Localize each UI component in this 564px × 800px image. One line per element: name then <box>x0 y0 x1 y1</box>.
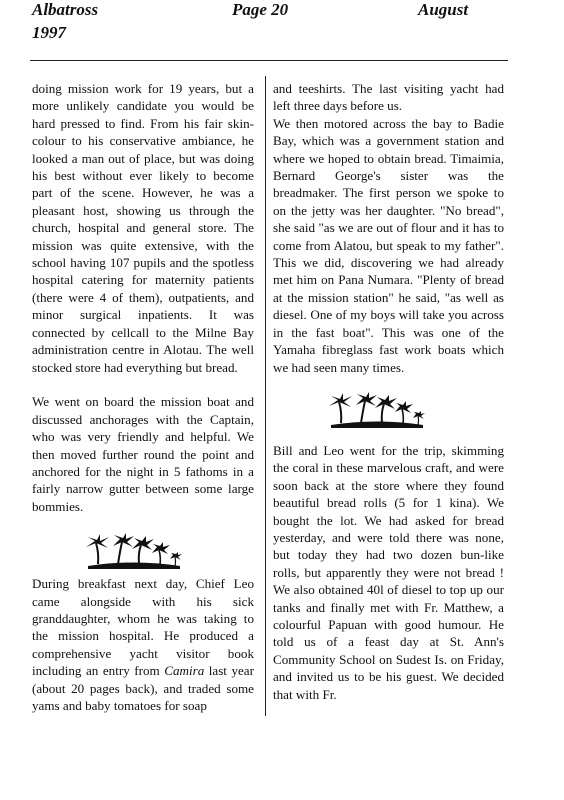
page-number: Page 20 <box>232 0 289 19</box>
left-paragraph-3-start: During breakfast next day, Chief Leo came alongside with his sick granddaughter, whom he was taking to the mission hospital. He produced a comprehensive yacht visitor book including an entry from <box>32 576 254 679</box>
left-paragraph-2: We went on board the mission boat and discussed anchorages with the Captain, who was very friendly and helpful. We then moved further round the point and anchored for the night in 5 fathoms in a fairly narrow gutter between some large bommies. <box>32 394 254 514</box>
left-paragraph-3-end: last year (about 20 pages back), and traded some yams and baby tomatoes for soap <box>32 663 254 713</box>
right-paragraph-2: We then motored across the bay to Badie Bay, which was a government station and where we hoped to obtain bread. Timaimia, Bernard George's sister was the breadmaker. The first person we spoke to on the jetty was her daughter. "No bread", she said "as we are out of flour and it has to come from Alatou, but speak to my father". This we did, discovering we had already met him on Pana Numara. "Plenty of bread at the mission station" he said, "as well as diesel. One of my boys will take you across in the fast boat". This was one of the Yamaha fibreglass fast work boats which we had seen many times. <box>273 115 504 375</box>
newsletter-month: August <box>418 0 469 19</box>
page-header <box>0 0 564 56</box>
newsletter-year: 1997 <box>32 23 66 42</box>
header-rule <box>30 60 508 61</box>
palm-island-icon <box>327 392 427 428</box>
right-column <box>273 80 504 703</box>
yacht-name: Camira <box>164 663 205 679</box>
left-column <box>32 80 254 714</box>
left-paragraph-1: doing mission work for 19 years, but a more unlikely candidate you would be hard pressed to find. From his fair skin-colour to his conservative ambiance, he looked a man out of place, but was doing his best without ever likely to become part of the scene. However, he was a pleasant host, showing us through the church, hospital and general store. The mission was quite extensive, with the school having 107 pupils and the spotless hospital catering for maternity patients (there were 4 of them), outpatients, and minor surgical inpatients. It was connected by cellcall to the Milne Bay administration centre in Alotau. The well stocked store had everything but bread. <box>32 81 254 375</box>
newsletter-title: Albatross <box>32 0 99 19</box>
column-divider <box>265 76 266 716</box>
palm-island-icon <box>84 533 184 569</box>
right-paragraph-1: and teeshirts. The last visiting yacht had left three days before us. <box>273 81 504 114</box>
right-paragraph-3: Bill and Leo went for the trip, skimming the coral in these marvelous craft, and were soon back at the store where they found beautiful bread rolls (5 for 1 kina). We bought the lot. We had asked for bread yesterday, and were told there was none, but today they had two dozen bun-like rolls, but apparently they were not bread ! We also obtained 40l of diesel to top up our tanks and finally met with Fr. Matthew, a colourful Papuan with good humour. He told us of a feast day at St. Ann's Community School on Sudest Is. on Friday, and invited us to be his guest. We decided that with Fr. <box>273 442 504 702</box>
left-paragraph-3 <box>32 575 254 714</box>
